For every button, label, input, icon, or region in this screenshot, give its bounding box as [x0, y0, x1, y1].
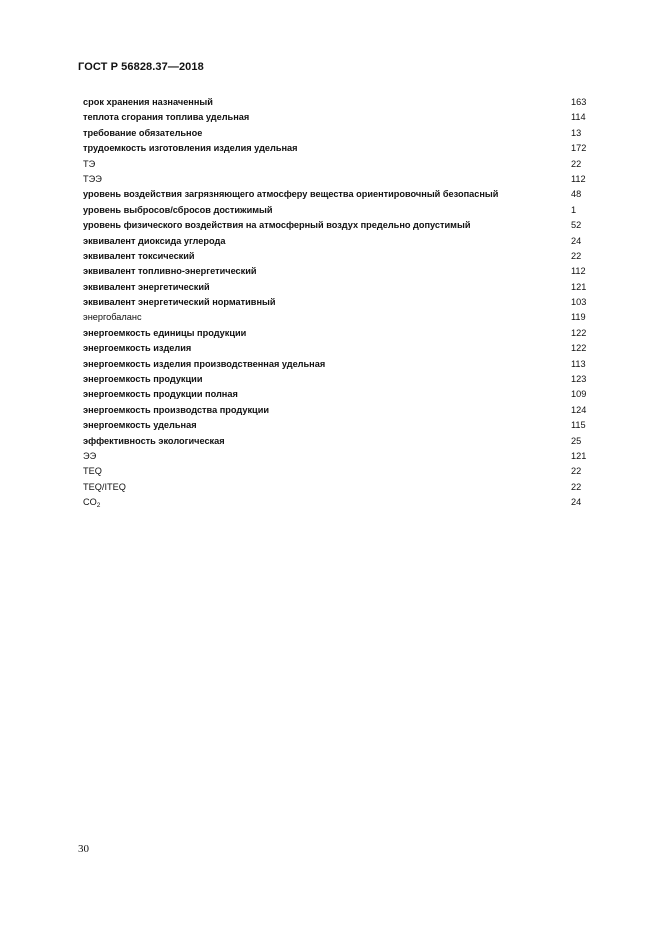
index-term: энергоемкость изделия производственная удельная: [83, 358, 326, 369]
index-entry: [83, 403, 593, 418]
index-page-ref: 123: [571, 374, 587, 385]
index-page-ref: 22: [571, 158, 582, 169]
index-term: теплота сгорания топлива удельная: [83, 112, 250, 123]
index-page-ref: 115: [571, 420, 586, 431]
index-page-ref: 24: [571, 235, 582, 246]
index-page-ref: 112: [571, 266, 586, 277]
index-entry: [83, 326, 593, 341]
index-entry: [83, 464, 593, 479]
index-entry: [83, 357, 593, 372]
index-entry: [83, 341, 593, 356]
index-term: энергоемкость изделия: [83, 343, 192, 354]
index-entry: [83, 110, 593, 125]
index-term: эквивалент энергетический: [83, 281, 210, 292]
index-term: уровень воздействия загрязняющего атмосферу вещества ориентировочный безопасный: [83, 189, 499, 200]
index-page-ref: 52: [571, 220, 582, 231]
index-page-ref: 114: [571, 112, 586, 123]
index-term: CO: [83, 497, 97, 508]
index-term: срок хранения назначенный: [83, 97, 213, 107]
index-term-group: [83, 495, 100, 510]
index-page-ref: 1: [571, 204, 577, 215]
index-term: TEQ: [83, 466, 102, 477]
index-page-ref: 22: [571, 250, 582, 261]
index-entry: [83, 310, 593, 325]
index-entry: [83, 495, 593, 510]
index-entry: [83, 449, 593, 464]
index-term: уровень физического воздействия на атмосферный воздух предельно допустимый: [83, 220, 471, 231]
index-term: TEQ/ITEQ: [83, 481, 126, 492]
index-page-ref: 163: [571, 97, 587, 107]
index-term: энергоемкость единицы продукции: [83, 327, 247, 338]
index-entry: [83, 480, 593, 495]
term-index-list: [83, 95, 593, 511]
index-entry: [83, 157, 593, 172]
index-entry: [83, 418, 593, 433]
index-page-ref: 119: [571, 312, 586, 323]
page-number: 30: [78, 843, 89, 855]
index-entry: [83, 295, 593, 310]
index-entry: [83, 264, 593, 279]
index-entry: [83, 141, 593, 156]
index-term: энергоемкость производства продукции: [83, 404, 269, 415]
index-page-ref: 121: [571, 450, 587, 461]
index-term: ЭЭ: [83, 450, 97, 461]
index-entry: [83, 234, 593, 249]
index-entry: [83, 172, 593, 187]
index-page-ref: 121: [571, 281, 587, 292]
index-term: эквивалент токсический: [83, 250, 195, 261]
index-page-ref: 109: [571, 389, 587, 400]
index-term: трудоемкость изготовления изделия удельная: [83, 143, 298, 154]
index-entry: [83, 387, 593, 402]
index-entry: [83, 203, 593, 218]
index-entry: [83, 126, 593, 141]
index-term: энергоемкость продукции: [83, 374, 203, 385]
term-subscript: 2: [96, 502, 101, 510]
index-page-ref: 122: [571, 327, 587, 338]
index-page-ref: 113: [571, 358, 586, 369]
index-page-ref: 112: [571, 173, 586, 184]
index-page-ref: 22: [571, 466, 582, 477]
index-term: ТЭЭ: [83, 173, 102, 184]
index-page-ref: 13: [571, 127, 582, 138]
index-page-ref: 25: [571, 435, 582, 446]
index-term: эквивалент энергетический нормативный: [83, 297, 276, 308]
index-term: требование обязательное: [83, 127, 203, 138]
index-term: эквивалент топливно-энергетический: [83, 266, 257, 277]
index-entry: [83, 95, 593, 110]
index-page-ref: 124: [571, 404, 587, 415]
index-term: эквивалент диоксида углерода: [83, 235, 226, 246]
index-term: энергобаланс: [83, 312, 142, 323]
index-page-ref: 122: [571, 343, 587, 354]
index-page-ref: 24: [571, 497, 582, 508]
index-term: энергоемкость удельная: [83, 420, 197, 431]
index-page-ref: 48: [571, 189, 582, 200]
index-entry: [83, 218, 593, 233]
index-entry: [83, 249, 593, 264]
index-page-ref: 172: [571, 143, 587, 154]
document-header: ГОСТ Р 56828.37—2018: [78, 61, 204, 73]
index-entry: [83, 280, 593, 295]
index-term: энергоемкость продукции полная: [83, 389, 238, 400]
index-entry: [83, 187, 593, 202]
index-term: ТЭ: [83, 158, 96, 169]
index-entry: [83, 372, 593, 387]
index-term: уровень выбросов/сбросов достижимый: [83, 204, 273, 215]
index-entry: [83, 434, 593, 449]
index-page-ref: 22: [571, 481, 582, 492]
index-term: эффективность экологическая: [83, 435, 225, 446]
index-page-ref: 103: [571, 297, 587, 308]
